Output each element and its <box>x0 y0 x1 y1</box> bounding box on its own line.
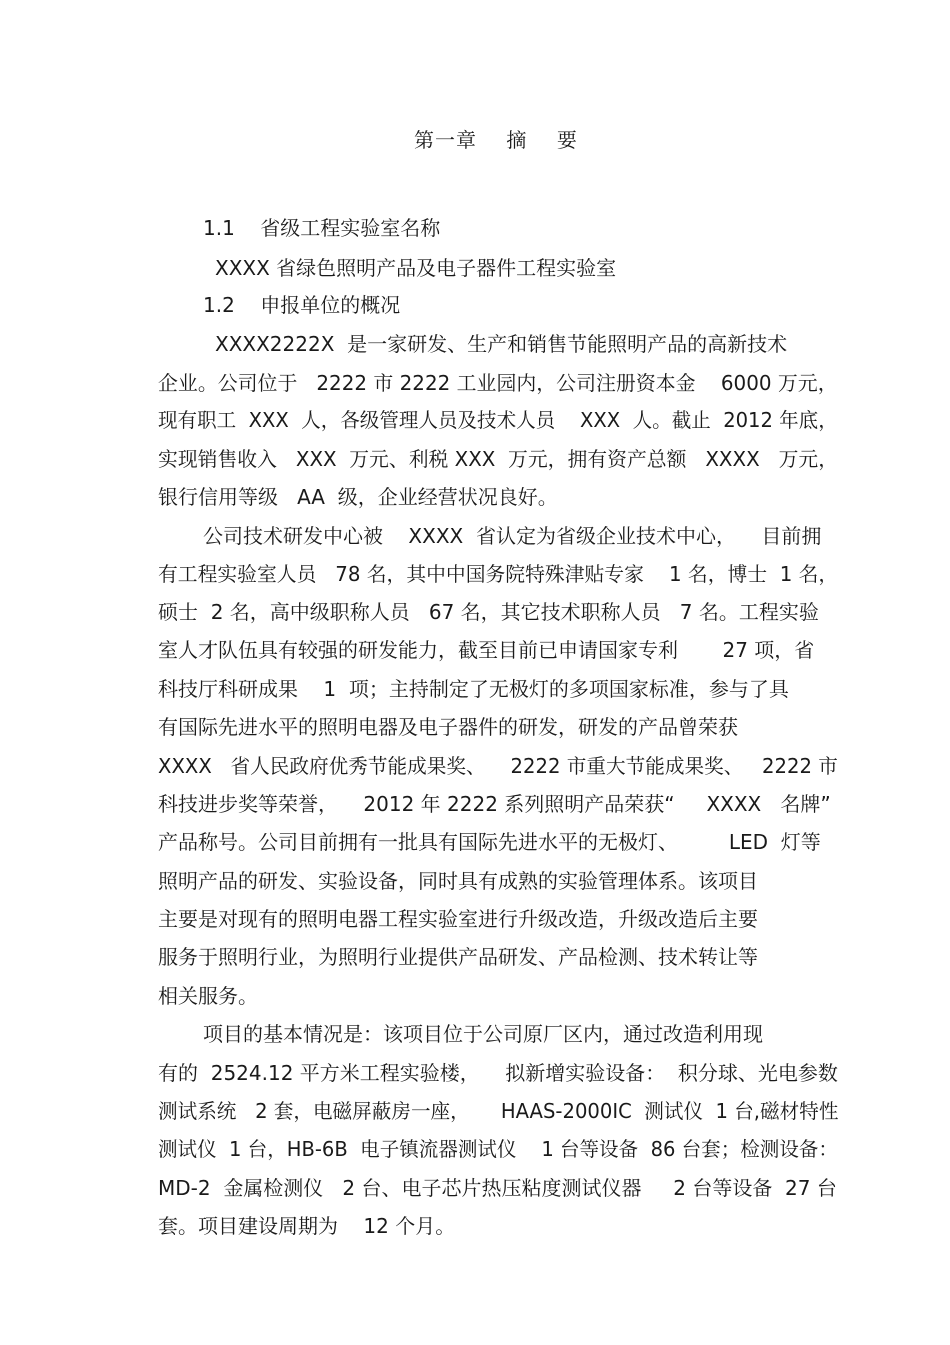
paragraph-line: 银行信用等级 AA 级，企业经营状况良好。 <box>158 485 558 509</box>
paragraph-line: XXXX 省人民政府优秀节能成果奖、 2222 市重大节能成果奖、 2222 市 <box>158 754 838 778</box>
section-heading: 1.1 省级工程实验室名称 <box>203 216 441 240</box>
paragraph-line: 产品称号。公司目前拥有一批具有国际先进水平的无极灯、 LED 灯等 <box>158 830 821 854</box>
paragraph-line: 有的 2524.12 平方米工程实验楼， 拟新增实验设备： 积分球、光电参数 <box>158 1061 838 1085</box>
paragraph-line: 实现销售收入 XXX 万元、利税 XXX 万元，拥有资产总额 XXXX 万元， <box>158 447 839 471</box>
paragraph-line: XXXX2222X 是一家研发、生产和销售节能照明产品的高新技术 <box>215 332 788 356</box>
paragraph-line: 测试系统 2 套，电磁屏蔽房一座， HAAS-2000IC 测试仪 1 台,磁材特性 <box>158 1099 839 1123</box>
section-heading: 1.2 申报单位的概况 <box>203 293 401 317</box>
paragraph-line: 公司技术研发中心被 XXXX 省认定为省级企业技术中心， 目前拥 <box>203 524 822 548</box>
paragraph-line: 企业。公司位于 2222 市 2222 工业园内，公司注册资本金 6000 万元， <box>158 371 838 395</box>
chapter-title: 第一章 摘 要 <box>414 128 578 152</box>
paragraph-line: 室人才队伍具有较强的研发能力，截至目前已申请国家专利 27 项，省 <box>158 638 815 662</box>
paragraph-line: 套。项目建设周期为 12 个月。 <box>158 1214 456 1238</box>
paragraph-line: 科技进步奖等荣誉， 2012 年 2222 系列照明产品荣获“ XXXX 名牌” <box>158 792 831 816</box>
paragraph-line: 科技厅科研成果 1 项；主持制定了无极灯的多项国家标准，参与了具 <box>158 677 789 701</box>
paragraph-line: 有国际先进水平的照明电器及电子器件的研发，研发的产品曾荣获 <box>158 715 738 739</box>
paragraph-line: 主要是对现有的照明电器工程实验室进行升级改造，升级改造后主要 <box>158 907 758 931</box>
paragraph-line: 服务于照明行业，为照明行业提供产品研发、产品检测、技术转让等 <box>158 945 758 969</box>
paragraph-line: 相关服务。 <box>158 984 258 1008</box>
paragraph-line: 项目的基本情况是：该项目位于公司原厂区内，通过改造利用现 <box>203 1022 763 1046</box>
paragraph-line: 有工程实验室人员 78 名，其中中国务院特殊津贴专家 1 名，博士 1 名， <box>158 562 839 586</box>
paragraph-line: MD-2 金属检测仪 2 台、电子芯片热压粘度测试仪器 2 台等设备 27 台 <box>158 1176 837 1200</box>
paragraph-line: 照明产品的研发、实验设备，同时具有成熟的实验管理体系。该项目 <box>158 869 758 893</box>
paragraph-line: 测试仪 1 台，HB-6B 电子镇流器测试仪 1 台等设备 86 台套；检测设备： <box>158 1137 838 1161</box>
paragraph-line: 硕士 2 名，高中级职称人员 67 名，其它技术职称人员 7 名。工程实验 <box>158 600 819 624</box>
paragraph-line: XXXX 省绿色照明产品及电子器件工程实验室 <box>215 256 617 280</box>
paragraph-line: 现有职工 XXX 人，各级管理人员及技术人员 XXX 人。截止 2012 年底， <box>158 408 838 432</box>
